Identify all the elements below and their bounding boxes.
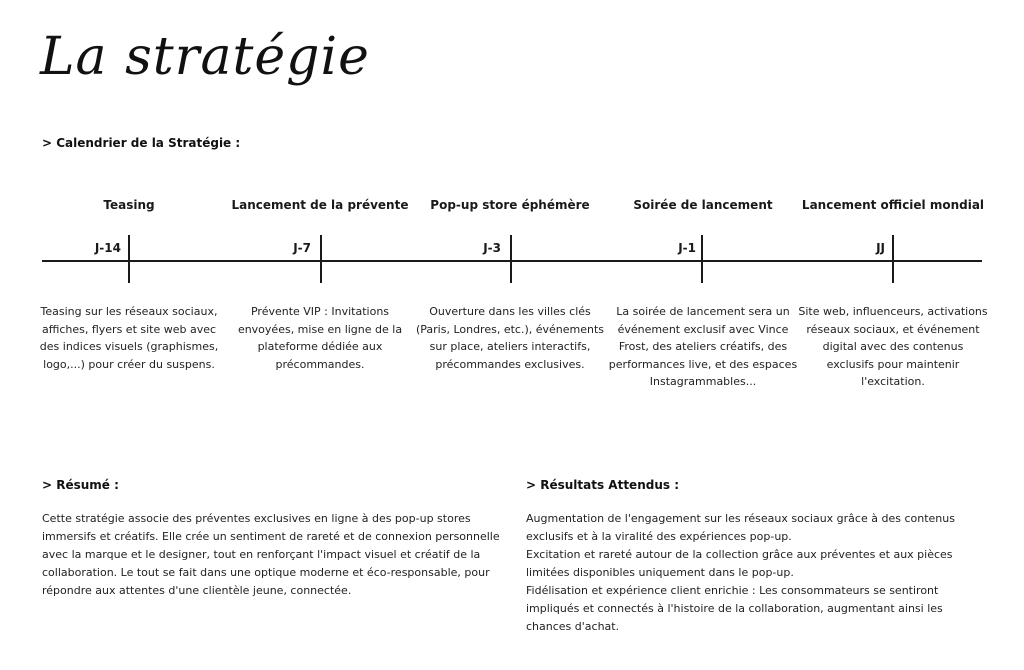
- stage-description: La soirée de lancement sera un événement exclusif avec Vince Frost, des ateliers créatifs, des performances live, et des espaces Instagrammables...: [608, 305, 798, 388]
- results-heading: > Résultats Attendus :: [526, 478, 679, 492]
- summary-heading: > Résumé :: [42, 478, 119, 492]
- stage-label: Soirée de lancement: [633, 198, 773, 212]
- stage-tick: [701, 235, 703, 283]
- stage-description: Teasing sur les réseaux sociaux, affiches, flyers et site web avec des indices visuels (graphismes, logo,...) pour créer du suspens.: [39, 305, 219, 371]
- stage-tick: [510, 235, 512, 283]
- calendar-heading: > Calendrier de la Stratégie :: [42, 136, 241, 150]
- results-list: [526, 510, 982, 636]
- page-title: La stratégie: [40, 27, 370, 87]
- results-item: Fidélisation et expérience client enrichie : Les consommateurs se sentiront impliqués et connectés à l'histoire de la collaboration, augmentant ainsi les chances d'achat.: [526, 584, 943, 633]
- stage-tick: [892, 235, 894, 283]
- stage-label: Lancement officiel mondial: [801, 198, 985, 212]
- stage-day: JJ: [876, 241, 885, 255]
- results-item: Excitation et rareté autour de la collection grâce aux préventes et aux pièces limitées disponibles uniquement dans le pop-up.: [526, 548, 953, 579]
- stage-label: Teasing: [103, 198, 155, 212]
- stage-tick: [128, 235, 130, 283]
- timeline-axis: [42, 260, 982, 262]
- stage-day: J-3: [483, 241, 501, 255]
- stage-description: Prévente VIP : Invitations envoyées, mise en ligne de la plateforme dédiée aux précommandes.: [237, 305, 403, 371]
- stage-description: Site web, influenceurs, activations réseaux sociaux, et événement digital avec des contenus exclusifs pour maintenir l'excitation.: [798, 305, 988, 388]
- stage-day: J-1: [678, 241, 696, 255]
- stage-day: J-14: [94, 241, 121, 255]
- stage-day: J-7: [293, 241, 311, 255]
- stage-label: Pop-up store éphémère: [430, 198, 590, 212]
- stage-tick: [320, 235, 322, 283]
- stage-description: Ouverture dans les villes clés (Paris, Londres, etc.), événements sur place, ateliers interactifs, précommandes exclusives.: [415, 305, 605, 371]
- stage-label: Lancement de la prévente: [231, 198, 409, 212]
- timeline: [0, 190, 1024, 400]
- summary-text: Cette stratégie associe des préventes exclusives en ligne à des pop-up stores immersifs et créatifs. Elle crée un sentiment de rareté et de connexion personnelle avec la marque et le designer, tout en renforçant l'impact visuel et créatif de la collaboration. Le tout se fait dans une optique moderne et éco-responsable, pour répondre aux attentes d'une clientèle jeune, connectée.: [42, 512, 500, 597]
- results-item: Augmentation de l'engagement sur les réseaux sociaux grâce à des contenus exclusifs et à la viralité des expériences pop-up.: [526, 512, 955, 543]
